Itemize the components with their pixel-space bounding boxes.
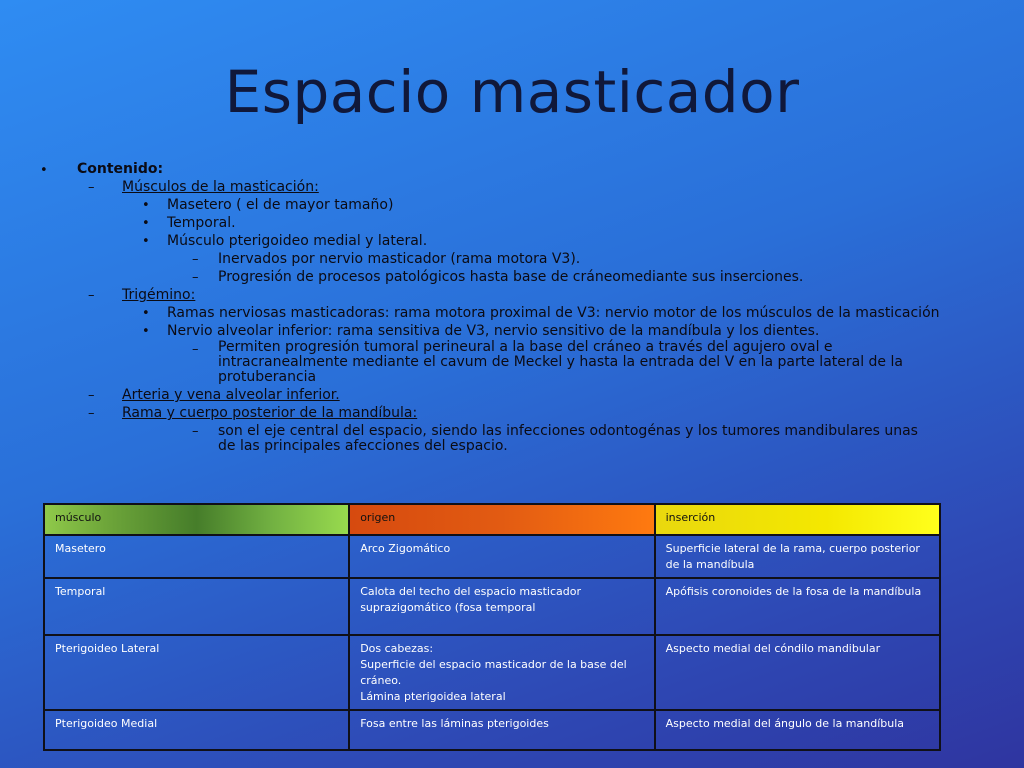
table-row [44, 635, 940, 710]
table-header-cell: músculo [44, 504, 349, 535]
table-header-cell: inserción [655, 504, 940, 535]
table-cell: Fosa entre las láminas pterigoides [349, 710, 654, 750]
outline-masetero: Masetero ( el de mayor tamaño) [167, 197, 394, 213]
table-row [44, 710, 940, 750]
outline-permiten: Permiten progresión tumoral perineural a la base del cráneo a través del agujero oval e intracranealmente mediante el cavum de Meckel y hasta la entrada del V en la parte lateral de la protuberancia [218, 339, 903, 385]
slide-title: Espacio masticador [224, 58, 800, 126]
table-cell: Superficie lateral de la rama, cuerpo posterior de la mandíbula [655, 535, 940, 578]
table-cell: Pterigoideo Medial [44, 710, 349, 750]
outline-contenido: Contenido: [77, 161, 164, 177]
bullet-marker: • [142, 216, 150, 231]
table-cell: Arco Zigomático [349, 535, 654, 578]
outline-pterigoideo: Músculo pterigoideo medial y lateral. [167, 233, 428, 249]
bullet-marker: • [142, 306, 150, 321]
table-row [44, 535, 940, 578]
outline-progresion: Progresión de procesos patológicos hasta base de cráneomediante sus inserciones. [218, 269, 804, 285]
table-cell: Masetero [44, 535, 349, 578]
outline-temporal: Temporal. [167, 215, 236, 231]
table-cell: Dos cabezas: Superficie del espacio masticador de la base del cráneo. Lámina pterigoidea lateral [349, 635, 654, 710]
dash-marker: – [192, 270, 199, 285]
dash-marker: – [192, 342, 199, 357]
table-cell: Calota del techo del espacio masticador suprazigomático (fosa temporal [349, 578, 654, 635]
table-header-row [44, 504, 940, 535]
outline-rama-cuerpo: Rama y cuerpo posterior de la mandíbula: [122, 405, 418, 421]
outline-trigemino-heading: Trigémino: [122, 287, 196, 303]
dash-marker: – [88, 180, 95, 195]
table-cell: Pterigoideo Lateral [44, 635, 349, 710]
outline-inervados: Inervados por nervio masticador (rama motora V3). [218, 251, 581, 267]
table-cell: Temporal [44, 578, 349, 635]
table-cell: Aspecto medial del ángulo de la mandíbula [655, 710, 940, 750]
table-header-cell: origen [349, 504, 654, 535]
table-cell: Apófisis coronoides de la fosa de la mandíbula [655, 578, 940, 635]
outline-nervio-alveolar: Nervio alveolar inferior: rama sensitiva de V3, nervio sensitivo de la mandíbula y los dientes. [167, 323, 820, 339]
table-row [44, 578, 940, 635]
bullet-marker: • [142, 234, 150, 249]
dash-marker: – [192, 424, 199, 439]
muscle-table [43, 503, 941, 751]
dash-marker: – [88, 388, 95, 403]
outline-eje-central: son el eje central del espacio, siendo las infecciones odontogénas y los tumores mandibulares unas de las principales afecciones del espacio. [218, 423, 918, 454]
dash-marker: – [88, 406, 95, 421]
outline-ramas-nerviosas: Ramas nerviosas masticadoras: rama motora proximal de V3: nervio motor de los músculos de la masticación [167, 305, 940, 321]
outline-musculos-heading: Músculos de la masticación: [122, 179, 319, 195]
dash-marker: – [192, 252, 199, 267]
bullet-marker: • [142, 198, 150, 213]
bullet-marker: • [142, 324, 150, 339]
outline-arteria: Arteria y vena alveolar inferior. [122, 387, 340, 403]
table-cell: Aspecto medial del cóndilo mandibular [655, 635, 940, 710]
dash-marker: – [88, 288, 95, 303]
bullet-marker: • [40, 163, 48, 178]
